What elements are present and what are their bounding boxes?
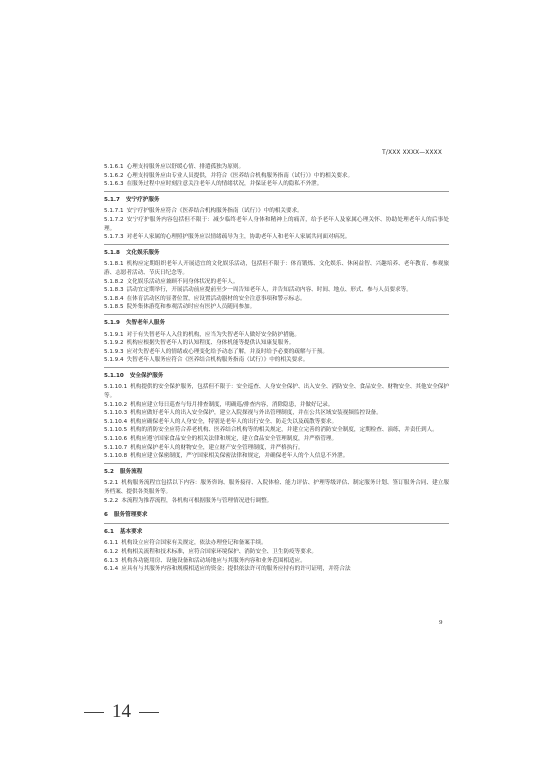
section-heading [104,528,449,537]
clause-paragraph [104,409,449,418]
clause-text: 机构服务流程宜包括以下内容：服务咨询、服务接待、入院体检、能力评估、护理等级评估、制定服务计划、签订服务合同、建立服务档案、提供各类服务等。 [104,480,449,495]
heading-divider [104,191,449,192]
clause-paragraph [104,180,449,189]
clause-number: 5.1.10 [104,372,124,379]
clause-paragraph [104,348,449,357]
clause-paragraph [104,435,449,444]
clause-paragraph [104,426,449,435]
clause-paragraph [104,278,449,287]
clause-paragraph [104,557,449,566]
clause-number: 5.1.10.6 [104,436,128,443]
clause-paragraph [104,163,449,172]
clause-number: 5.1.10.7 [104,444,128,451]
clause-paragraph [104,418,449,427]
clause-number: 5.1.9.1 [104,331,124,338]
clause-paragraph [104,207,449,216]
clause-number: 5.2 [104,468,114,475]
clause-paragraph [104,303,449,312]
section-heading [104,196,449,205]
clause-text: 活动宜定期举行，开展活动前应提前至少一周告知老年人，并告知活动内容、时间、地点、形式、参与人员要求等。 [126,287,412,294]
clause-paragraph [104,444,449,453]
clause-text: 机构应保护老年人的财物安全，建立财产安全管理制度，并严格执行。 [130,444,304,451]
clause-text: 应对失智老年人的情绪或心理变化给予动态了解，并及时给予必要的疏解与干预。 [126,348,328,355]
clause-number: 5.1.8.5 [104,304,124,311]
clause-paragraph [104,497,449,506]
clause-number: 5.1.6.2 [104,172,124,179]
clause-number: 6 [104,512,108,519]
clause-text: 机构应建立保密制度，严守国家相关保密法律和规定，并确保老年人的个人信息不外泄。 [130,453,349,460]
clause-number: 5.1.8.4 [104,295,124,302]
clause-paragraph [104,286,449,295]
heading-text: 文化娱乐服务 [125,249,160,256]
clause-text: 对老年人家属的心理照护服务应以情绪疏导为主，协助老年人和老年人家属共同面对病况。 [126,234,351,241]
clause-number: 6.1.4 [104,566,119,573]
clause-number: 5.1.9.3 [104,348,124,355]
clause-text: 机构应确保老年人的人身安全，特别是老年人的出行安全、防走失以及疏散等要求。 [130,418,338,425]
clause-text: 机构应做好老年人的出入安全保护，建立入院探视与外出管理制度，并在公共区域安装视频监控设备。 [130,410,382,417]
clause-text: 对于有失智老年人入住的机构，应当为失智老年人做好安全防护措施。 [126,331,300,338]
clause-number: 5.1.7.2 [104,216,124,223]
clause-number: 5.1.7.3 [104,234,124,241]
clause-number: 5.1.9.4 [104,357,124,364]
heading-text: 安宁疗护服务 [125,196,160,203]
clause-paragraph [104,216,449,233]
heading-text: 失智老年人服务 [125,319,166,326]
clause-number: 5.1.10.3 [104,410,128,417]
heading-divider [104,244,449,245]
section-heading [104,372,449,381]
clause-text: 机构相关流程和技术标准，应符合国家环境保护、消防安全、卫生防疫等要求。 [121,548,318,555]
clause-paragraph [104,172,449,181]
heading-text: 基本要求 [119,528,143,535]
clause-number: 6.1.1 [104,540,119,547]
clause-text: 在体育活动区的显著位置，应设置活动器材的安全注意事项和警示标志。 [126,295,306,302]
clause-number: 6.1.3 [104,557,119,564]
clause-number: 5.1.7 [104,196,120,203]
clause-number: 5.1.10.2 [104,401,128,408]
page-number: 9 [439,620,443,626]
document-code: T/XXX XXXX—XXXX [382,150,442,156]
clause-paragraph [104,383,449,400]
clause-paragraph [104,401,449,410]
clause-number: 5.2.2 [104,497,119,504]
clause-number: 5.1.6.1 [104,164,124,170]
heading-divider [104,367,449,368]
heading-divider [104,314,449,315]
clause-number: 5.2.1 [104,480,119,487]
clause-paragraph [104,452,449,461]
section-heading [104,468,449,477]
clause-text: 安宁疗护服务应符合《医养结合机构服务指南（试行）》中的相关要求。 [126,208,303,215]
heading-divider [104,523,449,524]
clause-number: 5.1.10.1 [104,384,128,391]
clause-number: 6.1.2 [104,548,119,555]
clause-number: 5.1.8 [104,249,120,256]
clause-text: 机构应遵守国家食品安全的相关法律和规定，建立食品安全管理制度，并严格管理。 [130,436,338,443]
clause-text: 失智老年人服务应符合《医养结合机构服务指南（试行）》中的相关要求。 [126,357,309,364]
clause-paragraph [104,295,449,304]
clause-paragraph [104,331,449,340]
clause-text: 机构设立应符合国家有关规定，依法办理登记和备案手续。 [121,540,267,547]
clause-number: 5.1.10.4 [104,418,128,425]
footer-page-label [76,701,167,723]
clause-number: 5.1.7.1 [104,208,124,215]
clause-paragraph [104,539,449,548]
clause-paragraph [104,479,449,496]
clause-text: 机构的消防安全应符合养老机构、医养结合机构等的相关规定，并建立完善的消防安全制度，定期检查、演练，并责任到人。 [130,427,438,434]
clause-text: 心理支持服务应以舒缓心情、排遣孤独为原则。 [126,164,245,170]
clause-number: 5.1.8.2 [104,278,124,285]
clause-text: 机构提供的安全保护服务，包括但不限于：安全巡查、人身安全保护、出入安全、消防安全、食品安全、财物安全、其他安全保护等。 [104,384,449,400]
clause-number: 5.1.8.1 [104,261,124,268]
section-heading [104,249,449,258]
clause-paragraph [104,565,449,574]
footer-page-number: 14 [112,701,131,722]
clause-number: 6.1 [104,528,114,535]
clause-paragraph [104,260,449,277]
clause-number: 5.1.6.3 [104,181,124,188]
footer-right-dash [139,712,159,713]
clause-text: 在服务过程中应时刻注意关注老年人的情绪状况，并保证老年人的隐私不外泄。 [126,181,323,188]
clause-paragraph [104,548,449,557]
section-heading [104,511,449,520]
heading-divider [104,463,449,464]
clause-number: 5.1.9 [104,319,120,326]
clause-number: 5.1.10.8 [104,453,128,460]
clause-text: 本流程为推荐流程，各机构可根据服务与管理情况进行调整。 [121,497,273,504]
section-heading [104,319,449,328]
footer-left-dash [84,712,104,713]
clause-text: 机构应定期组织老年人开展适宜的文化娱乐活动，包括但不限于：体育锻炼、文化娱乐、休闲益智、兴趣培养、老年教育、参观旅游、志愿者活动、节庆日纪念等。 [104,261,449,276]
heading-text: 服务流程 [119,468,143,475]
clause-number: 5.1.8.3 [104,287,124,294]
clause-paragraph [104,356,449,365]
clause-paragraph [104,339,449,348]
clause-text: 应具有与其服务内容和规模相适应的资金；提供依法许可的服务应持有的许可证明，并符合法 [121,566,351,573]
document-body [104,163,449,574]
clause-text: 机构应根据失智老年人的认知程度、身体机能等提供认知康复服务。 [126,340,295,347]
clause-text: 心理支持服务应由专业人员提供，并符合《医养结合机构服务指南（试行）》中的相关要求。 [126,172,354,179]
clause-text: 院外集体游览和参观活动时应有医护人员随同参加。 [126,304,256,311]
clause-number: 5.1.9.2 [104,340,124,347]
heading-text: 服务管理要求 [113,512,148,519]
clause-number: 5.1.10.5 [104,427,128,434]
clause-text: 文化娱乐活动应兼顾不同身体状况的老年人。 [126,278,239,285]
clause-paragraph [104,233,449,242]
clause-text: 机构应建立每日巡查与每月排查制度，明确巡/排查内容，消除隐患，并做好记录。 [130,401,334,408]
clause-text: 机构各功能用房、设施设备和活动场地应与其服务内容和业务范围相适应。 [121,557,306,564]
clause-text: 安宁疗护服务内容包括但不限于：减少临终老年人身体和精神上的痛苦，给予老年人及家属心理关怀、协助处理老年人的后事处理。 [104,216,449,232]
heading-text: 安全保护服务 [129,372,164,379]
